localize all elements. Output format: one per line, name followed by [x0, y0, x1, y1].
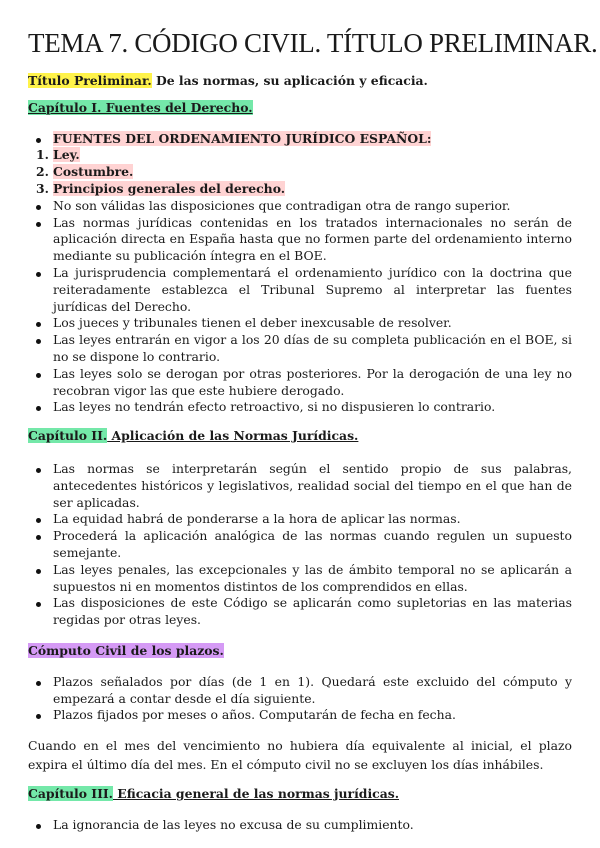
- list-item: La jurisprudencia complementará el ordenamiento jurídico con la doctrina que reiteradamente establezca el Tribunal Supremo al interpretar las fuentes jurídicas del Derecho.: [28, 265, 572, 315]
- chapter2-bullets: [28, 461, 572, 629]
- source-item: 3. Principios generales del derecho.: [36, 180, 286, 196]
- list-item: Plazos fijados por meses o años. Computarán de fecha en fecha.: [28, 707, 572, 724]
- chapter3-heading: Capítulo III. Eficacia general de las normas jurídicas.: [28, 786, 400, 802]
- chapter2-heading: Capítulo II. Aplicación de las Normas Jurídicas.: [28, 428, 359, 444]
- chapter1-list: [28, 131, 572, 148]
- list-item: Plazos señalados por días (de 1 en 1). Quedará este excluido del cómputo y empezará a contar desde el día siguiente.: [28, 674, 572, 708]
- chapter3-bullets: [28, 817, 572, 834]
- source-item: 1. Ley.: [36, 147, 80, 163]
- list-item: Las leyes no tendrán efecto retroactivo, si no dispusieren lo contrario.: [28, 399, 572, 416]
- sources-heading: FUENTES DEL ORDENAMIENTO JURÍDICO ESPAÑOL:: [28, 131, 572, 148]
- subtitle: [28, 73, 572, 90]
- list-item: Las normas se interpretarán según el sentido propio de sus palabras, antecedentes históricos y legislativos, realidad social del tiempo en el que han de ser aplicadas.: [28, 461, 572, 511]
- subtitle-rest: De las normas, su aplicación y eficacia.: [151, 73, 428, 88]
- list-item: Las leyes solo se derogan por otras posteriores. Por la derogación de una ley no recobran vigor las que este hubiere derogado.: [28, 366, 572, 400]
- list-item: Procederá la aplicación analógica de las normas cuando regulen un supuesto semejante.: [28, 528, 572, 562]
- computo-heading: Cómputo Civil de los plazos.: [28, 642, 224, 658]
- list-item: La ignorancia de las leyes no excusa de su cumplimiento.: [28, 817, 572, 834]
- computo-bullets: [28, 674, 572, 724]
- chapter1-heading: Capítulo I. Fuentes del Derecho.: [28, 99, 253, 115]
- sources-list: [28, 147, 572, 197]
- list-item: Las leyes penales, las excepcionales y las de ámbito temporal no se aplicarán a supuestos ni en momentos distintos de los comprendidos en ellas.: [28, 562, 572, 596]
- list-item: La equidad habrá de ponderarse a la hora de aplicar las normas.: [28, 511, 572, 528]
- list-item: Los jueces y tribunales tienen el deber inexcusable de resolver.: [28, 315, 572, 332]
- list-item: Las disposiciones de este Código se aplicarán como supletorias en las materias regidas por otras leyes.: [28, 595, 572, 629]
- chapter1-bullets: [28, 198, 572, 416]
- computo-paragraph: Cuando en el mes del vencimiento no hubiera día equivalente al inicial, el plazo expira el último día del mes. En el cómputo civil no se excluyen los días inhábiles.: [28, 738, 572, 773]
- source-item: 2. Costumbre.: [36, 164, 134, 180]
- page-title: TEMA 7. CÓDIGO CIVIL. TÍTULO PRELIMINAR.: [28, 28, 598, 58]
- list-item: Las normas jurídicas contenidas en los tratados internacionales no serán de aplicación directa en España hasta que no formen parte del ordenamiento interno mediante su publicación íntegra en el BOE.: [28, 215, 572, 265]
- subtitle-label: Título Preliminar.: [28, 73, 152, 88]
- list-item: Las leyes entrarán en vigor a los 20 días de su completa publicación en el BOE, si no se dispone lo contrario.: [28, 332, 572, 366]
- list-item: No son válidas las disposiciones que contradigan otra de rango superior.: [28, 198, 572, 215]
